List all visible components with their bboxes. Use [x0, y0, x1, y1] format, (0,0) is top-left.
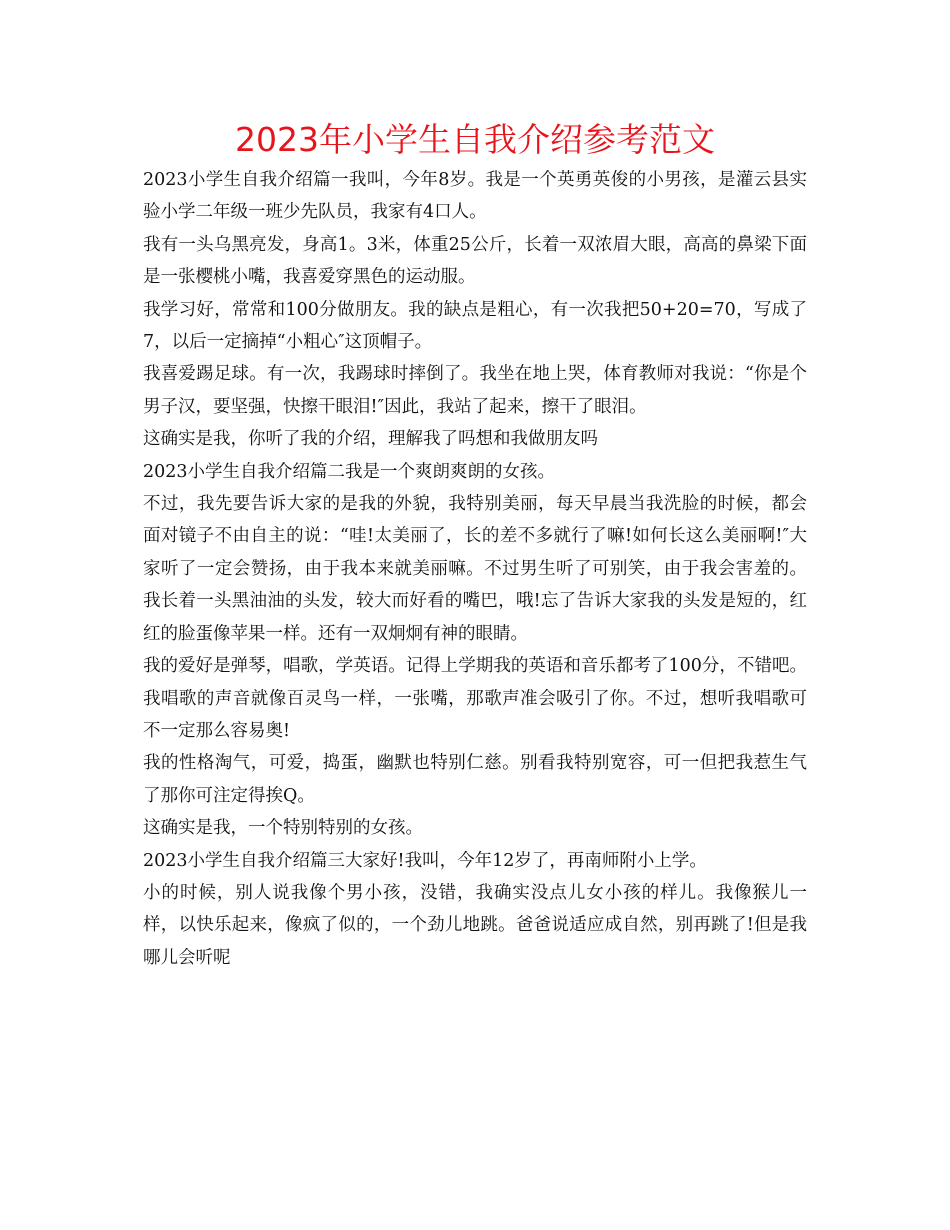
paragraph-10: 这确实是我，一个特别特别的女孩。 — [143, 818, 423, 839]
paragraph-8: 我的爱好是弹琴，唱歌，学英语。记得上学期我的英语和音乐都考了100分，不错吧。我唱歌的声音就像百灵鸟一样，一张嘴，那歌声准会吸引了你。不过，想听我唱歌可不一定那么容易奥! — [143, 656, 807, 741]
paragraph-9: 我的性格淘气，可爱，捣蛋，幽默也特别仁慈。别看我特别宽容，可一但把我惹生气了那你可注定得挨Q。 — [143, 753, 807, 806]
paragraph-7: 不过，我先要告诉大家的是我的外貌，我特别美丽，每天早晨当我洗脸的时候，都会面对镜子不由自主的说：“哇!太美丽了，长的差不多就行了嘛!如何长这么美丽啊!″大家听了一定会赞扬，由于我本来就美丽嘛。不过男生听了可别笑，由于我会害羞的。我长着一头黑油油的头发，较大而好看的嘴巴，哦!忘了告诉大家我的头发是短的，红红的脸蛋像苹果一样。还有一双炯炯有神的眼睛。 — [143, 494, 807, 644]
document-title: 2023年小学生自我介绍参考范文 — [235, 120, 715, 159]
paragraph-4: 我喜爱踢足球。有一次，我踢球时摔倒了。我坐在地上哭，体育教师对我说：“你是个男子汉，要坚强，快擦干眼泪!″因此，我站了起来，擦干了眼泪。 — [143, 364, 807, 417]
document-body — [143, 164, 807, 974]
paragraph-11: 2023小学生自我介绍篇三大家好!我叫，今年12岁了，再南师附小上学。 — [143, 850, 707, 871]
paragraph-12: 小的时候，别人说我像个男小孩，没错，我确实没点儿女小孩的样儿。我像猴儿一样，以快乐起来，像疯了似的，一个劲儿地跳。爸爸说适应成自然，别再跳了!但是我哪儿会听呢 — [143, 882, 807, 968]
paragraph-2: 我有一头乌黑亮发，身高1。3米，体重25公斤，长着一双浓眉大眼，高高的鼻梁下面是一张樱桃小嘴，我喜爱穿黑色的运动服。 — [143, 234, 807, 288]
paragraph-3: 我学习好，常常和100分做朋友。我的缺点是粗心，有一次我把50+20=70，写成了7，以后一定摘掉“小粗心″这顶帽子。 — [143, 299, 807, 353]
paragraph-6: 2023小学生自我介绍篇二我是一个爽朗爽朗的女孩。 — [143, 461, 556, 482]
paragraph-1: 2023小学生自我介绍篇一我叫，今年8岁。我是一个英勇英俊的小男孩，是灌云县实验小学二年级一班少先队员，我家有4口人。 — [143, 170, 807, 223]
paragraph-5: 这确实是我，你听了我的介绍，理解我了吗想和我做朋友吗 — [143, 429, 598, 450]
